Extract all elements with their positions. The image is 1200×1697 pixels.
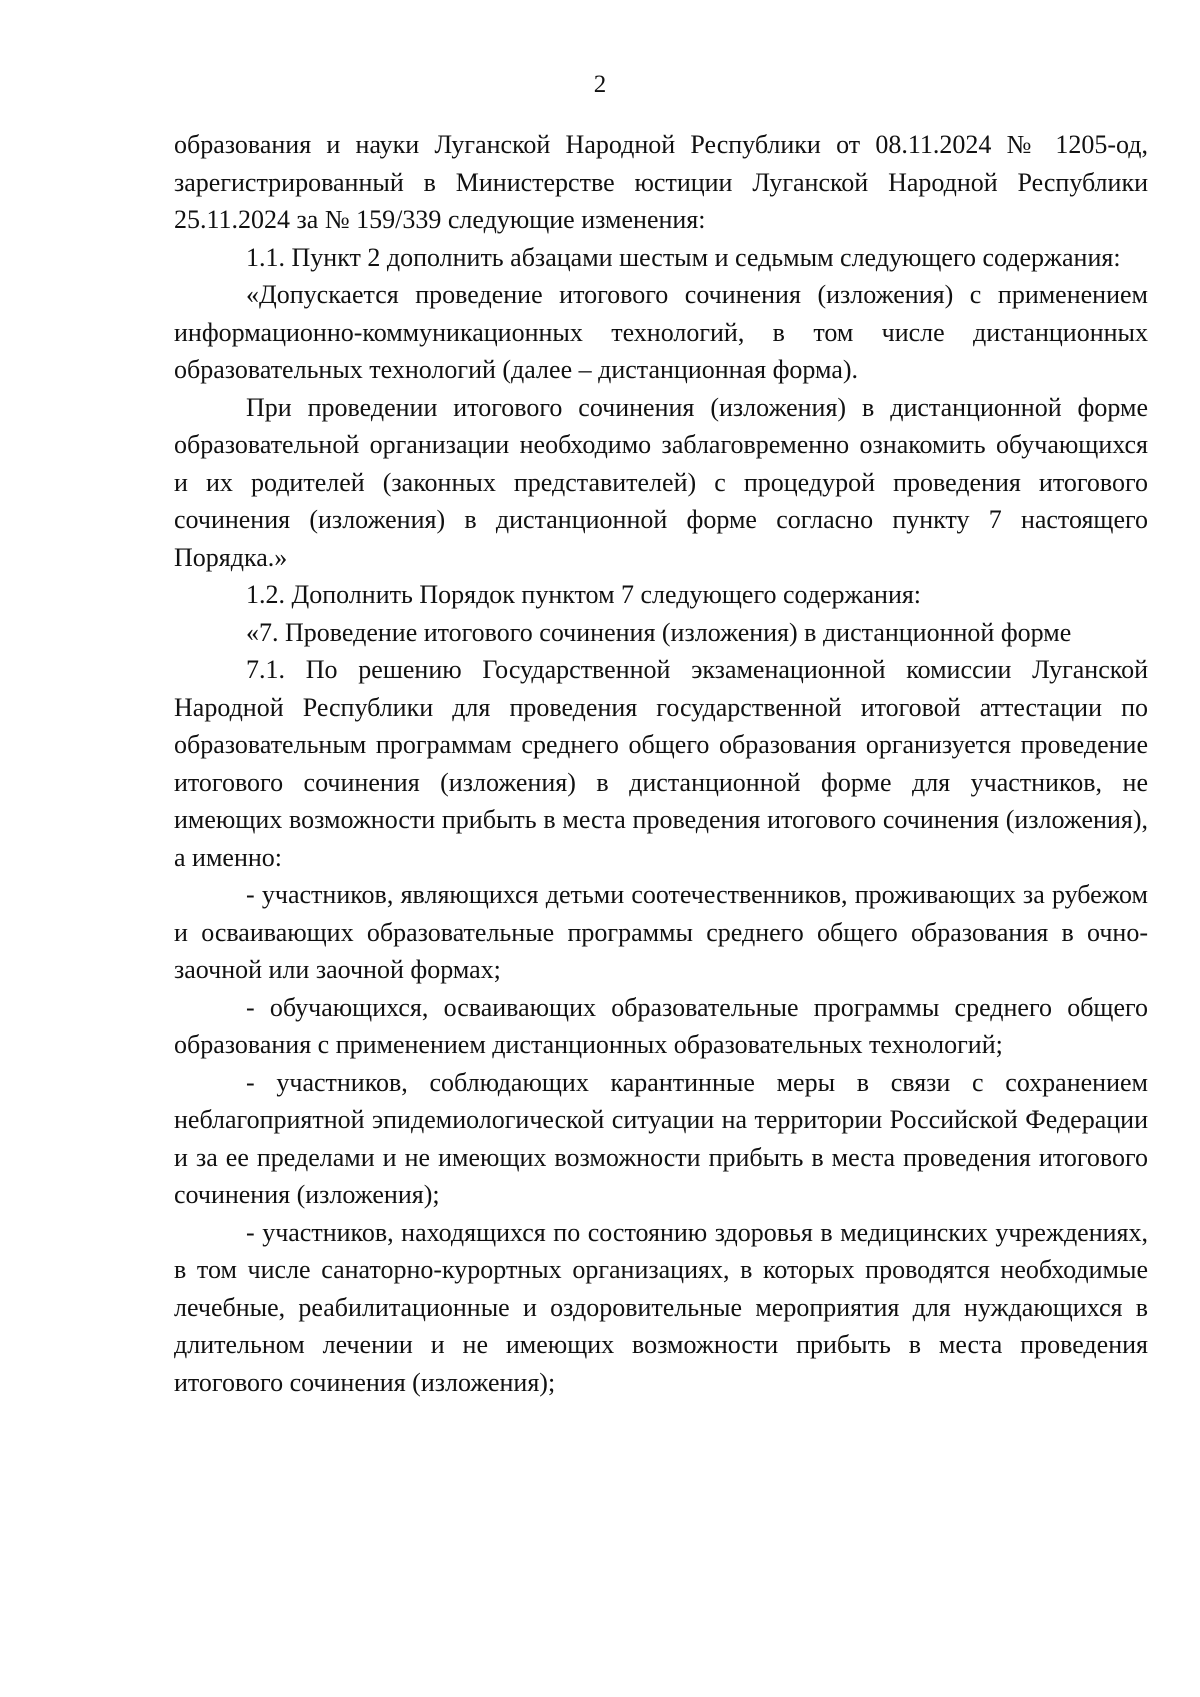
list-item: - обучающихся, осваивающих образовательные программы среднего общего образования с применением дистанционных образовательных технологий; xyxy=(174,992,1148,1059)
paragraph: «7. Проведение итогового сочинения (изложения) в дистанционной форме xyxy=(246,617,1072,647)
document-body xyxy=(174,126,1148,1401)
paragraph: При проведении итогового сочинения (изложения) в дистанционной форме образовательной организации необходимо заблаговременно ознакомить обучающихся и их родителей (законных представителей) с процедурой проведения итогового сочинения (изложения) в дистанционной форме согласно пункту 7 настоящего Порядка.» xyxy=(174,392,1148,572)
list-item: - участников, соблюдающих карантинные меры в связи с сохранением неблагоприятной эпидемиологической ситуации на территории Российской Федерации и за ее пределами и не имеющих возможности прибыть в места проведения итогового сочинения (изложения); xyxy=(174,1067,1148,1209)
paragraph: 1.2. Дополнить Порядок пунктом 7 следующего содержания: xyxy=(246,580,922,609)
page-number: 2 xyxy=(593,71,607,98)
list-item: - участников, находящихся по состоянию здоровья в медицинских учреждениях, в том числе санаторно-курортных организациях, в которых проводятся необходимые лечебные, реабилитационные и оздоровительные мероприятия для нуждающихся в длительном лечении и не имеющих возможности прибыть в места проведения итогового сочинения (изложения); xyxy=(174,1217,1148,1397)
paragraph: 1.1. Пункт 2 дополнить абзацами шестым и седьмым следующего содержания: xyxy=(246,242,1121,272)
list-item: - участников, являющихся детьми соотечественников, проживающих за рубежом и осваивающих образовательные программы среднего общего образования в очно-заочной или заочной формах; xyxy=(174,880,1148,984)
paragraph: образования и науки Луганской Народной Республики от 08.11.2024 № 1205-од, зарегистрированный в Министерстве юстиции Луганской Народной Республики 25.11.2024 за № 159/339 следующие изменения: xyxy=(174,130,1148,234)
paragraph: 7.1. По решению Государственной экзаменационной комиссии Луганской Народной Республики для проведения государственной итоговой аттестации по образовательным программам среднего общего образования организуется проведение итогового сочинения (изложения) в дистанционной форме для участников, не имеющих возможности прибыть в места проведения итогового сочинения (изложения), а именно: xyxy=(174,655,1148,872)
paragraph: «Допускается проведение итогового сочинения (изложения) с применением информационно-коммуникационных технологий, в том числе дистанционных образовательных технологий (далее – дистанционная форма). xyxy=(174,280,1148,384)
